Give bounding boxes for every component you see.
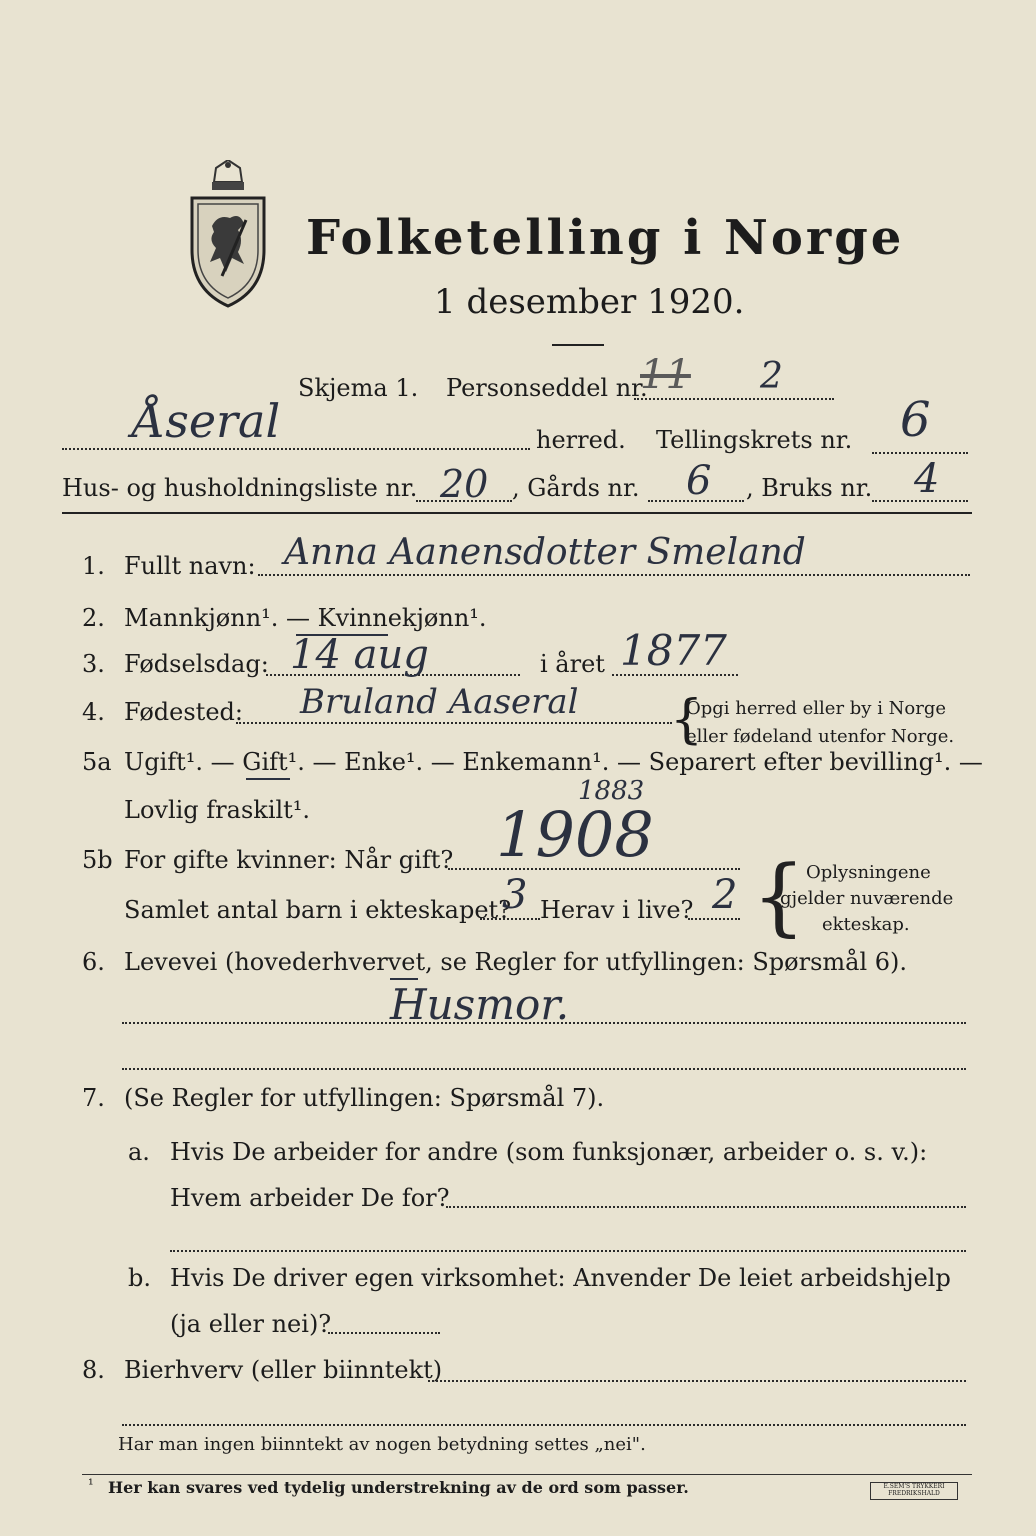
tellingskrets-value: 6 — [900, 392, 931, 448]
q5b-number: 5b — [82, 846, 113, 874]
q3-label: Fødselsdag: — [124, 650, 269, 678]
q3-value: 14 aug — [290, 632, 429, 678]
q5a-label-2: Lovlig fraskilt¹. — [124, 796, 311, 824]
q5b-children-line — [480, 918, 540, 920]
personseddel-line — [634, 398, 834, 400]
q4-brace: { — [670, 690, 704, 750]
q3-year-label: i året — [540, 650, 605, 678]
q7a-line-2 — [170, 1250, 966, 1252]
q2-number: 2. — [82, 604, 105, 632]
q4-number: 4. — [82, 698, 105, 726]
q5b-note-3: ekteskap. — [822, 914, 910, 935]
q4-label: Fødested: — [124, 698, 243, 726]
q5a-underline — [246, 778, 290, 780]
q6-line-2 — [122, 1068, 966, 1070]
q5b-alive-line — [688, 918, 740, 920]
q4-note-1: Opgi herred eller by i Norge — [686, 698, 947, 719]
q6-number: 6. — [82, 948, 105, 976]
q7a-label-2: Hvem arbeider De for? — [170, 1184, 450, 1212]
q4-value: Bruland Aaseral — [300, 682, 579, 722]
q5b-children-label: Samlet antal barn i ekteskapet? — [124, 896, 512, 924]
q7-label: (Se Regler for utfyllingen: Spørsmål 7). — [124, 1084, 605, 1112]
bruks-label: , Bruks nr. — [746, 474, 873, 502]
footnote-text: Her kan svares ved tydelig understrekning av de ord som passer. — [108, 1478, 689, 1497]
q4-note-2: eller fødeland utenfor Norge. — [686, 726, 955, 747]
form-title: Folketelling i Norge — [306, 210, 905, 266]
footnote-mark: ¹ — [88, 1477, 94, 1493]
q1-label: Fullt navn: — [124, 552, 256, 580]
q4-line — [236, 722, 672, 724]
personseddel-label: Personseddel nr. — [446, 374, 648, 402]
header-rule — [62, 512, 972, 514]
q1-number: 1. — [82, 552, 105, 580]
gards-value: 6 — [686, 458, 712, 504]
q7b-label-2: (ja eller nei)? — [170, 1310, 332, 1338]
q5b-alive-label: Herav i live? — [540, 896, 694, 924]
q3-number: 3. — [82, 650, 105, 678]
q8-line-1 — [428, 1380, 966, 1382]
q7a-line-1 — [446, 1206, 966, 1208]
q6-value: Husmor. — [390, 980, 570, 1029]
q7a-number: a. — [128, 1138, 150, 1166]
q1-value: Anna Aanensdotter Smeland — [284, 532, 806, 573]
herred-label: herred. — [536, 426, 626, 454]
personseddel-value: 2 — [760, 356, 783, 397]
husliste-label: Hus- og husholdningsliste nr. — [62, 474, 418, 502]
q5b-note-2: gjelder nuværende — [780, 888, 954, 909]
tellingskrets-line — [872, 452, 968, 454]
q7-number: 7. — [82, 1084, 105, 1112]
q5b-brace: { — [752, 847, 806, 945]
q5b-value: 1908 — [496, 798, 654, 871]
q5b-children-value: 3 — [502, 872, 528, 918]
q8-number: 8. — [82, 1356, 105, 1384]
q7b-label: Hvis De driver egen virksomhet: Anvender De leiet arbeidshjelp — [170, 1264, 951, 1292]
q5b-alive-value: 2 — [712, 872, 738, 918]
herred-value: Åseral — [132, 394, 281, 448]
footer-note: Har man ingen biinntekt av nogen betydning settes „nei". — [118, 1434, 646, 1455]
q7a-label: Hvis De arbeider for andre (som funksjonær, arbeider o. s. v.): — [170, 1138, 928, 1166]
q5b-note-1: Oplysningene — [806, 862, 931, 883]
skjema-label: Skjema 1. — [298, 374, 419, 402]
q2-label: Mannkjønn¹. — Kvinnekjønn¹. — [124, 604, 487, 632]
q7b-line — [328, 1332, 440, 1334]
q5a-number: 5a — [82, 748, 112, 776]
q3-year-value: 1877 — [620, 626, 727, 675]
q8-line-2 — [122, 1424, 966, 1426]
husliste-value: 20 — [440, 462, 489, 506]
q7b-number: b. — [128, 1264, 151, 1292]
q8-label: Bierhverv (eller biinntekt) — [124, 1356, 443, 1384]
q5a-label: Ugift¹. — Gift¹. — Enke¹. — Enkemann¹. — Separert efter bevilling¹. — — [124, 748, 983, 776]
q5b-label: For gifte kvinner: Når gift? — [124, 846, 454, 874]
q1-line — [258, 574, 970, 576]
coat-of-arms-icon — [186, 160, 270, 308]
q6-label: Levevei (hovederhvervet, se Regler for utfyllingen: Spørsmål 6). — [124, 948, 908, 976]
personseddel-struck: 11 — [640, 352, 691, 398]
gards-label: , Gårds nr. — [512, 474, 640, 502]
tellingskrets-label: Tellingskrets nr. — [656, 426, 853, 454]
form-subtitle: 1 desember 1920. — [434, 282, 745, 322]
herred-line — [62, 448, 530, 450]
bruks-value: 4 — [914, 456, 940, 502]
printer-stamp: E.SEM'S TRYKKERI FREDRIKSHALD — [870, 1482, 958, 1500]
footer-rule — [82, 1474, 972, 1475]
q5b-correction: 1883 — [578, 776, 645, 806]
title-divider — [552, 344, 604, 346]
